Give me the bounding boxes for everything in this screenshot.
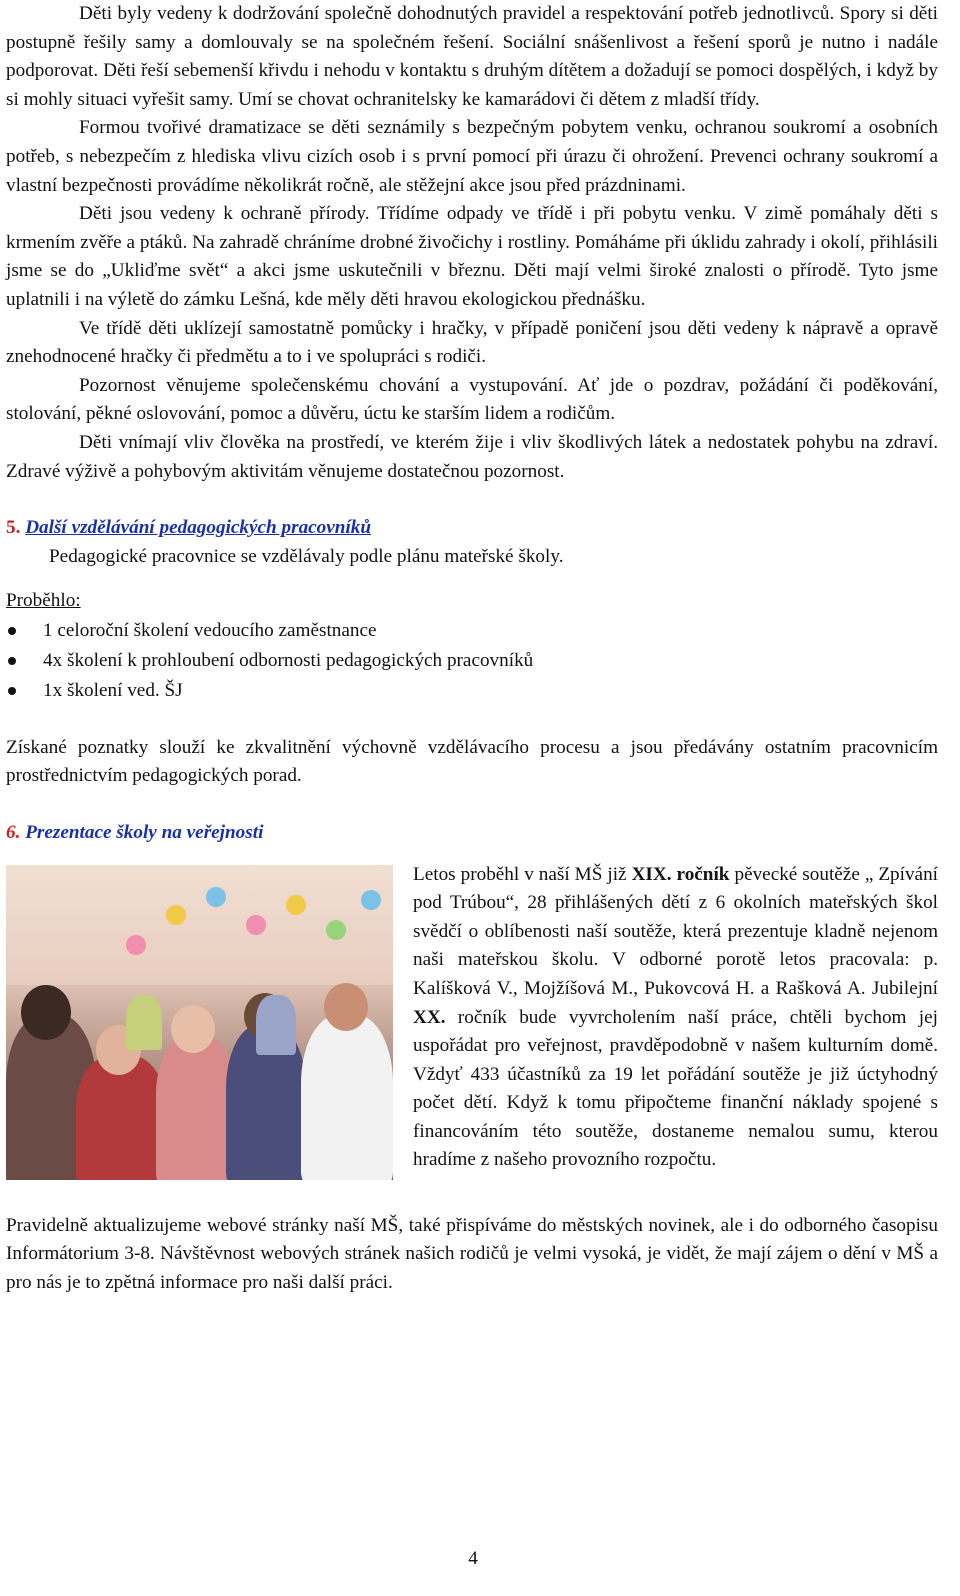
- list-item: [6, 676, 938, 706]
- paragraph-social: Děti byly vedeny k dodržování společně dohodnutých pravidel a respektování potřeb jednotlivců. Spory si děti postupně řešily samy a domlouvaly se na společném řešení. Sociální snášenlivost a řešení sporů je nutno i nadále podporovat. Děti řeší sebemenší křivdu i nehodu v kontaktu s druhým dítětem a dožadují se pomoci dospělých, i když by si mohly situaci vyřešit samy. Umí se chovat ochranitelsky ke kamarádovi či dětem z mladší třídy.: [6, 3, 938, 110]
- photo-person: [324, 983, 368, 1031]
- contest-text: Letos proběhl v naší MŠ již: [413, 863, 632, 885]
- document-page: [6, 0, 938, 1297]
- photo-decoration: [361, 890, 381, 910]
- section5-subtitle: Pedagogické pracovnice se vzdělávaly podle plánu mateřské školy.: [49, 545, 564, 567]
- paragraph-behaviour: Pozornost věnujeme společenskému chování a vystupování. Ať jde o pozdrav, požádání či poděkování, stolování, pěkné oslovování, pomoc a důvěru, úctu ke starším lidem a rodičům.: [6, 374, 938, 425]
- photo-decoration: [206, 887, 226, 907]
- photo-person: [256, 995, 296, 1055]
- event-photo: [6, 865, 393, 1180]
- contest-jubilee: XX.: [413, 1006, 446, 1028]
- photo-person: [171, 1005, 215, 1053]
- list-item: [6, 616, 938, 646]
- section6-body: [6, 861, 938, 1184]
- photo-decoration: [246, 915, 266, 935]
- bullet-icon: [8, 657, 16, 665]
- photo-person: [21, 985, 71, 1040]
- photo-person: [126, 995, 162, 1050]
- bullet-icon: [8, 627, 16, 635]
- section6-title: Prezentace školy na veřejnosti: [25, 821, 264, 843]
- photo-person: [301, 1015, 393, 1180]
- list-item-text: 1x školení ved. ŠJ: [43, 680, 183, 702]
- section5-number: 5.: [6, 517, 21, 539]
- photo-decoration: [166, 905, 186, 925]
- photo-decoration: [326, 920, 346, 940]
- photo-person: [156, 1035, 236, 1180]
- section6-number: 6.: [6, 821, 21, 843]
- contest-text: pěvecké soutěže „ Zpívání pod Trúbou“, 28 přihlášených dětí z 6 okolních mateřských škol svědčí o oblíbenosti naší soutěže, která prezentuje kladně nejenom naši mateřskou školu. V odborné porotě letos pracovala: p. Kalíšková V., Mojžíšová M., Pukovcová H. a Rašková A. Jubilejní: [413, 863, 938, 999]
- page-number: 4: [468, 1548, 478, 1569]
- section5-title: Další vzdělávání pedagogických pracovníků: [25, 517, 372, 539]
- paragraph-health: Děti vnímají vliv člověka na prostředí, ve kterém žije i vliv škodlivých látek a nedostatek pohybu na zdraví. Zdravé výživě a pohybovým aktivitám věnujeme dostatečnou pozornost.: [6, 431, 938, 482]
- section5-heading: [6, 514, 938, 543]
- bullet-icon: [8, 687, 16, 695]
- list-item-text: 1 celoroční školení vedoucího zaměstnance: [43, 619, 377, 641]
- section5-closing: Získané poznatky slouží ke zkvalitnění výchovně vzdělávacího procesu a jsou předávány ostatním pracovnicím prostřednictvím pedagogických porad.: [6, 736, 938, 787]
- photo-decoration: [286, 895, 306, 915]
- training-list: [6, 616, 938, 707]
- section6-paragraph-web: Pravidelně aktualizujeme webové stránky naší MŠ, také přispíváme do městských novinek, ale i do odborného časopisu Informátorium 3-8. Návštěvnost webových stránek našich rodičů je velmi vysoká, je vidět, že mají zájem o dění v MŠ a pro nás je to zpětná informace pro naši další práci.: [6, 1214, 938, 1293]
- paragraph-tidying: Ve třídě děti uklízejí samostatně pomůcky i hračky, v případě poničení jsou děti vedeny k nápravě a opravě znehodnocené hračky či předmětu a to i ve spolupráci s rodiči.: [6, 317, 938, 368]
- list-item: [6, 646, 938, 676]
- section6-heading: [6, 819, 938, 848]
- list-item-text: 4x školení k prohloubení odbornosti pedagogických pracovníků: [43, 650, 534, 672]
- paragraph-nature: Děti jsou vedeny k ochraně přírody. Třídíme odpady ve třídě i při pobytu venku. V zimě pomáhaly děti s krmením zvěře a ptáků. Na zahradě chráníme drobné živočichy i rostliny. Pomáháme při úklidu zahrady i okolí, přihlásili jsme se do „Ukliďme svět“ a akci jsme uskutečnili v březnu. Děti mají velmi široké znalosti o přírodě. Tyto jsme uplatnili i na výletě do zámku Lešná, kde měly děti hravou ekologickou přednášku.: [6, 203, 938, 310]
- section5-list-label: Proběhlo:: [6, 590, 81, 612]
- contest-text: ročník bude vyvrcholením naší práce, chtěli bychom jej uspořádat pro veřejnost, pravděpodobně v našem kulturním domě. Vždyť 433 účastníků za 19 let pořádání soutěže je již úctyhodný počet dětí. Když k tomu připočteme finanční náklady spojené s financováním této soutěže, dostaneme nemalou sumu, kterou hradíme z našeho provozního rozpočtu.: [413, 1006, 938, 1171]
- paragraph-dramatization: Formou tvořivé dramatizace se děti seznámily s bezpečným pobytem venku, ochranou soukromí a osobních potřeb, s nebezpečím z hlediska vlivu cizích osob i s první pomocí při úrazu či ohrožení. Prevenci ochrany soukromí a vlastní bezpečnosti provádíme několikrát ročně, ale stěžejní akce jsou před prázdninami.: [6, 117, 938, 196]
- photo-decoration: [126, 935, 146, 955]
- contest-edition: XIX. ročník: [631, 863, 730, 885]
